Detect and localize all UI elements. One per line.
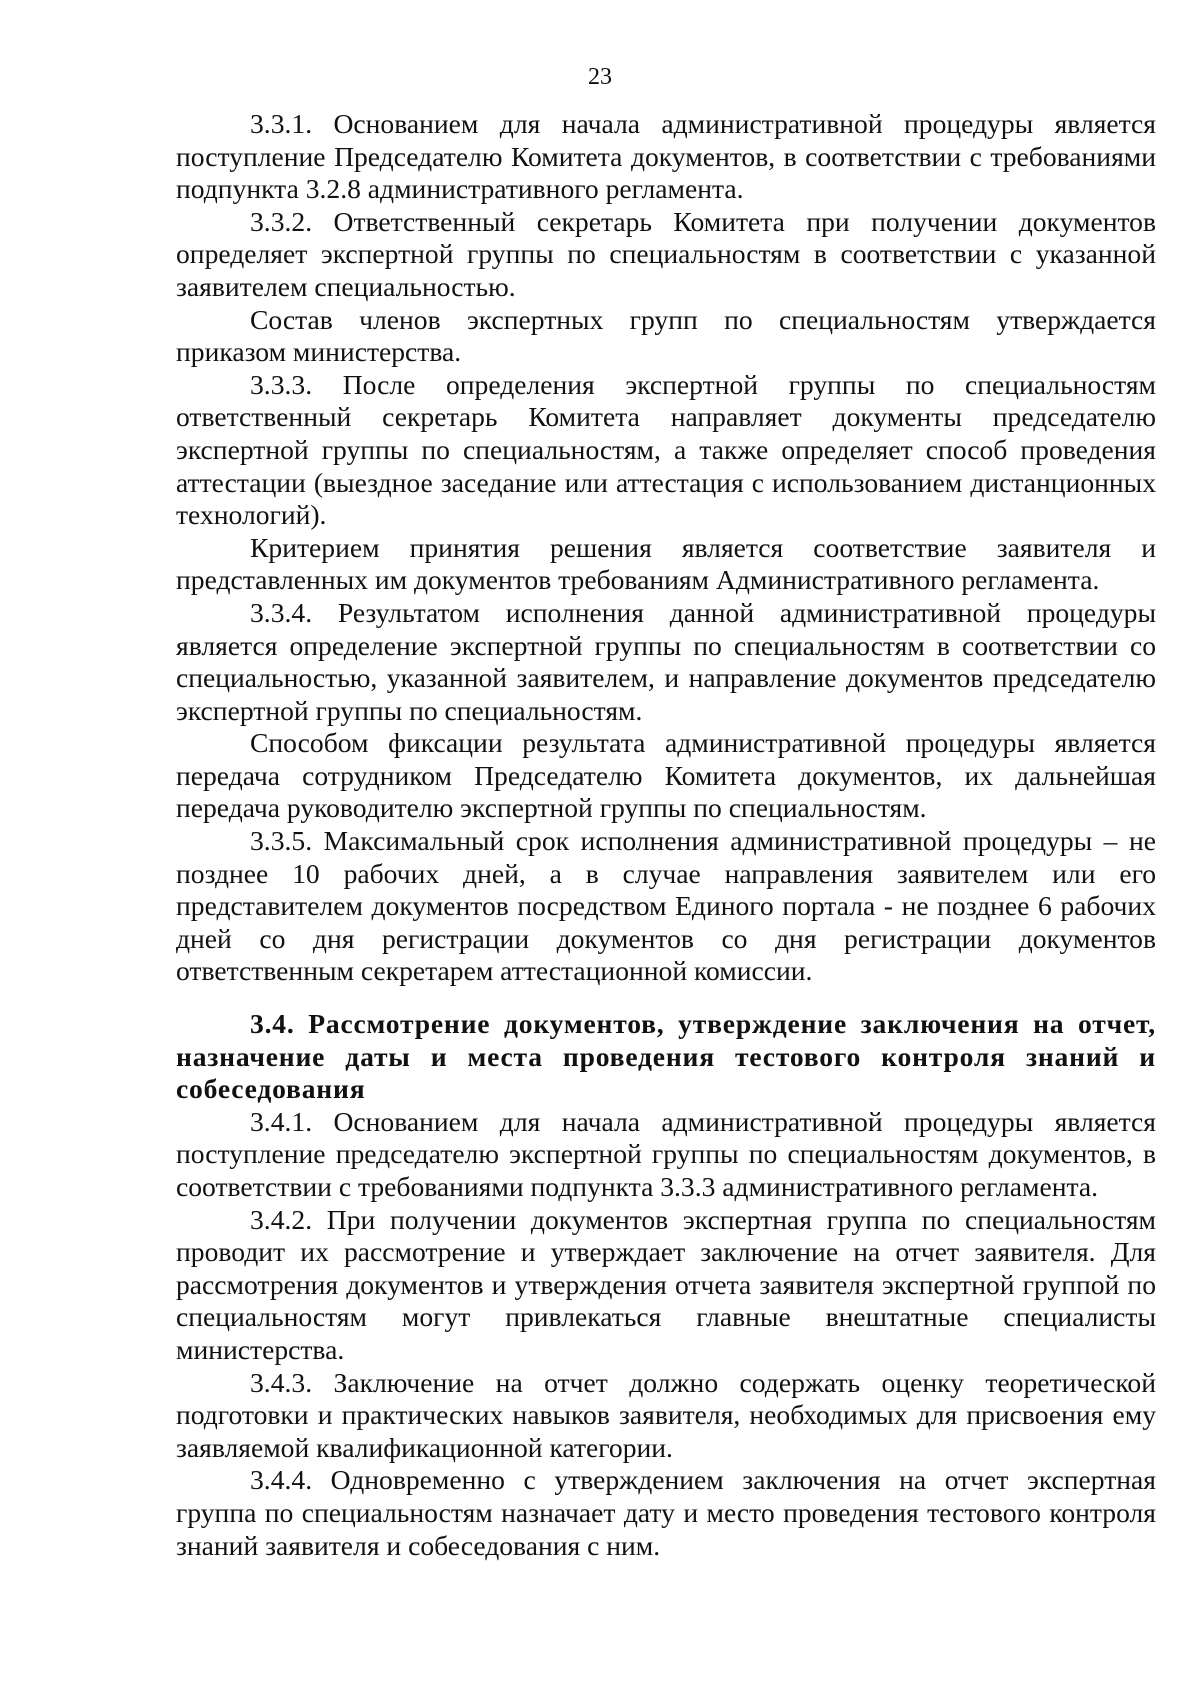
paragraph-3-4-4: 3.4.4. Одновременно с утверждением заключения на отчет экспертная группа по специальностям назначает дату и место проведения тестового контроля знаний заявителя и собеседования с ним. bbox=[176, 1464, 1156, 1561]
paragraph-3-4-3: 3.4.3. Заключение на отчет должно содержать оценку теоретической подготовки и практических навыков заявителя, необходимых для присвоения ему заявляемой квалификационной категории. bbox=[176, 1366, 1156, 1463]
section-heading-3-4: 3.4. Рассмотрение документов, утверждение заключения на отчет, назначение даты и места проведения тестового контроля знаний и собеседования bbox=[176, 1008, 1156, 1105]
paragraph-3-3-2: 3.3.2. Ответственный секретарь Комитета при получении документов определяет экспертной группы по специальностям в соответствии с указанной заявителем специальностью. bbox=[176, 205, 1156, 302]
paragraph-3-3-1: 3.3.1. Основанием для начала административной процедуры является поступление Председателю Комитета документов, в соответствии с требованиями подпункта 3.2.8 административного регламента. bbox=[176, 108, 1156, 205]
document-body bbox=[176, 108, 1156, 1562]
paragraph-decision-criterion: Критерием принятия решения является соответствие заявителя и представленных им документов требованиям Административного регламента. bbox=[176, 531, 1156, 596]
paragraph-3-4-2: 3.4.2. При получении документов экспертная группа по специальностям проводит их рассмотрение и утверждает заключение на отчет заявителя. Для рассмотрения документов и утверждения отчета заявителя экспертной группой по специальностям могут привлекаться главные внештатные специалисты министерства. bbox=[176, 1203, 1156, 1365]
paragraph-3-3-3: 3.3.3. После определения экспертной группы по специальностям ответственный секретарь Комитета направляет документы председателю экспертной группы по специальностям, а также определяет способ проведения аттестации (выездное заседание или аттестация с использованием дистанционных технологий). bbox=[176, 368, 1156, 531]
paragraph-result-fixation: Способом фиксации результата административной процедуры является передача сотрудником Председателю Комитета документов, их дальнейшая передача руководителю экспертной группы по специальностям. bbox=[176, 727, 1156, 824]
paragraph-3-3-5: 3.3.5. Максимальный срок исполнения административной процедуры – не позднее 10 рабочих дней, а в случае направления заявителем или его представителем документов посредством Единого портала - не позднее 6 рабочих дней со дня регистрации документов со дня регистрации документов ответственным секретарем аттестационной комиссии. bbox=[176, 825, 1156, 987]
page-number: 23 bbox=[588, 64, 612, 90]
paragraph-3-4-1: 3.4.1. Основанием для начала административной процедуры является поступление председателю экспертной группы по специальностям документов, в соответствии с требованиями подпункта 3.3.3 административного регламента. bbox=[176, 1105, 1156, 1202]
paragraph-3-3-4: 3.3.4. Результатом исполнения данной административной процедуры является определение экспертной группы по специальностям в соответствии со специальностью, указанной заявителем, и направление документов председателю экспертной группы по специальностям. bbox=[176, 596, 1156, 726]
paragraph-expert-groups-composition: Состав членов экспертных групп по специальностям утверждается приказом министерства. bbox=[176, 303, 1156, 368]
